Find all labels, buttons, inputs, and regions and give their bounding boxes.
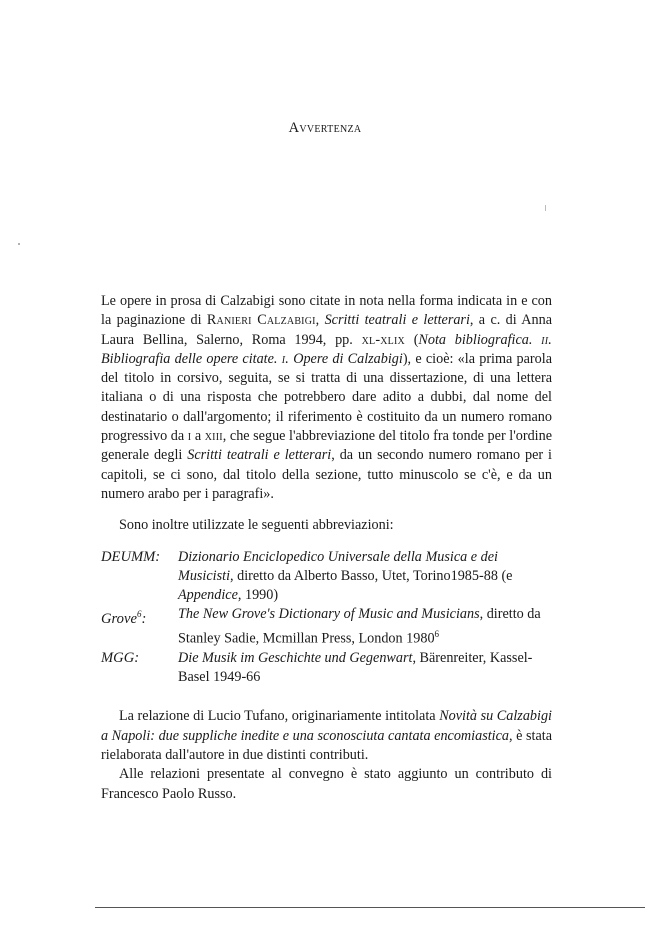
abbreviation-item [101, 649, 552, 688]
scan-speck [545, 205, 546, 211]
abbreviation-desc: Dizionario Enciclopedico Universale della Musica e dei Musicisti, diretto da Alberto Basso, Utet, Torino1985-88 (e Appendice, 1990) [178, 548, 513, 604]
abbreviation-key: MGG: [101, 649, 140, 666]
relazione-paragraph: La relazione di Lucio Tufano, originariamente intitolata Novità su Calzabigi a Napoli: due suppliche inedite e una sconosciuta cantata encomiastica, è stata rielaborata dall'autore in due distinti contributi. [101, 708, 552, 763]
intro-paragraph: Le opere in prosa di Calzabigi sono citate in nota nella forma indicata in e con la paginazione di Ranieri Calzabigi, Scritti teatrali e letterari, a c. di Anna Laura Bellina, Salerno, Roma 1994, pp. xl-xlix (Nota bibliografica. ii. Bibliografia delle opere citate. i. Opere di Calzabigi), e cioè: «la prima parola del titolo in corsivo, seguita, se si tratta di una dissertazione, di una lettera italiana o di una risposta che potrebbero dare adito a dubbi, dal nome del destinatario o dall'argomento; il riferimento è costituito da un numero romano progressivo da i a xiii, che segue l'abbreviazione del titolo fra tonde per l'ordine generale degli Scritti teatrali e letterari, da un secondo numero romano per i capitoli, se ci sono, dal titolo della sezione, tutto minuscolo se c'è, e da un numero arabo per i paragrafi». [101, 293, 553, 502]
page-title: Avvertenza [288, 120, 362, 136]
scan-speck [18, 243, 20, 245]
abbreviation-desc: The New Grove's Dictionary of Music and Musicians, diretto da Stanley Sadie, Mcmillan Press, London 1980$^6$ [178, 606, 541, 647]
abbreviation-item [101, 548, 552, 606]
abbreviation-key: DEUMM: [101, 548, 161, 565]
abbreviation-desc: Die Musik im Geschichte und Gegenwart, Bärenreiter, Kassel-Basel 1949-66 [178, 649, 533, 686]
author-name: Ranieri Calzabigi [206, 312, 316, 329]
abbreviation-list [101, 548, 552, 688]
closing-paragraph: Alle relazioni presentate al convegno è stato aggiunto un contributo di Francesco Paolo Russo. [101, 766, 552, 802]
abbreviation-key: Grove$^6$: [101, 609, 147, 628]
work-title: Scritti teatrali e letterari [324, 312, 470, 329]
main-text [101, 292, 552, 804]
abbreviations-intro: Sono inoltre utilizzate le seguenti abbreviazioni: [119, 517, 394, 534]
footer-rule [95, 907, 645, 908]
abbreviation-item [101, 605, 552, 648]
